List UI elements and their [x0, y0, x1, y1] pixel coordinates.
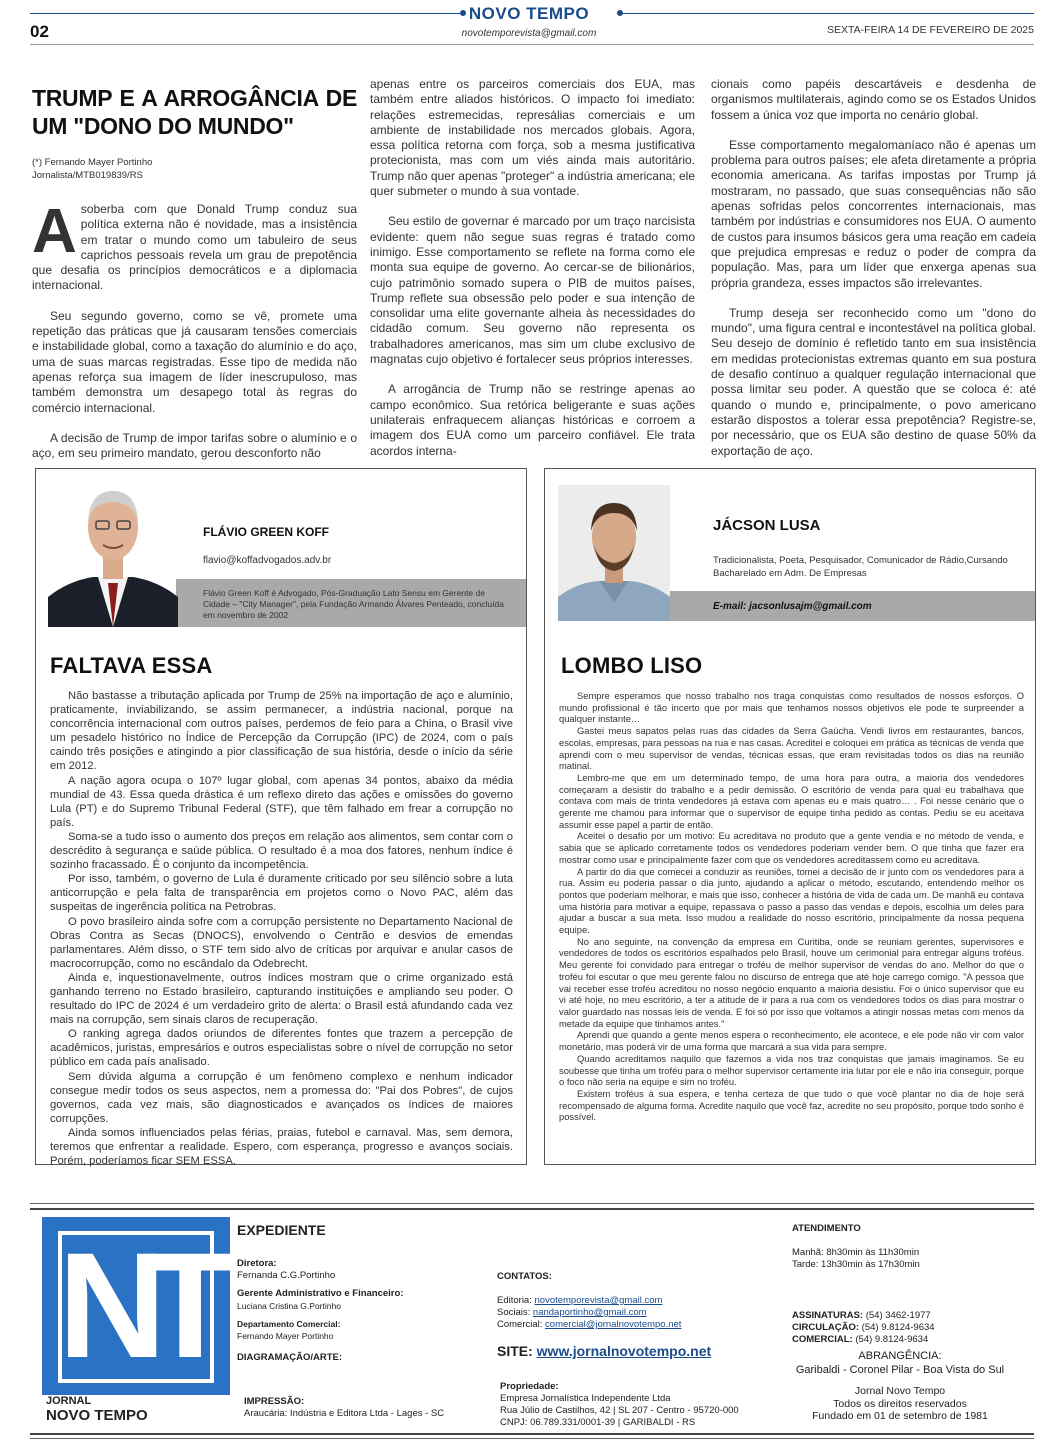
impressao-value: Araucária: Indústria e Editora Ltda - Lages - SC: [244, 1408, 445, 1419]
nt-logo-letters: NT: [58, 1221, 214, 1389]
header-divider: [30, 44, 1034, 45]
diretora-name: Fernanda C.G.Portinho: [237, 1270, 336, 1281]
depto-label: Departamento Comercial:: [237, 1319, 341, 1329]
column-box-lombo-liso: [544, 468, 1036, 1165]
article-paragraph: Esse comportamento megalomaníaco não é apenas um problema para outros países; ele afeta diretamente a própria economia americana. As tarifas impostas por Trump já mostraram, no passado, que suas consequências não são apenas sofridas pelos concorrentes internacionais, mas também por indústrias e consumidores nos EUA. O aumento de custos para insumos básicos gera uma reação em cadeia que prejudica empresas e reduz o poder de compra da população. Mas, para um líder que enxerga apenas sua própria grandeza, esses impactos são irrelevantes.: [711, 137, 1036, 290]
author-photo-koff: [48, 469, 178, 627]
abrangencia-value: Garibaldi - Coronel Pilar - Boa Vista do Sul: [795, 1364, 1005, 1376]
impressao-block: [244, 1396, 504, 1420]
column-paragraph: Lembro-me que em um determinado tempo, de uma hora para outra, a maioria dos vendedores começaram a desistir do trabalho e a pedir demissão. O escritório de venda para qual eu trabalhava que contava com mais de trinta vendedores já estava com apenas eu e mais quatro… . Foi nesse cenário que o gerente me chamou para informar que o supervisor de equipe tinha pedido as contas. Pediu se eu aceitava assumir esse papel a partir de então.: [559, 771, 1024, 830]
column-paragraph: Ainda somos influenciados pelas férias, praias, futebol e carnaval. Mas, sem demora, teremos que enfrentar a realidade. Espero, com esperança, progresso e avanços sociais. Porém, poderíamos ficar SEM ESSA.: [50, 1126, 513, 1168]
column-paragraph: Não bastasse a tributação aplicada por Trump de 25% na importação de aço e alumínio, praticamente, inviabilizando, se assim permanecer, a indústria nacional, porque na concorrência internacional com outros países, perdemos de feio para a China, o Brasil vive um pesadelo histórico no Índice de Percepção da Corrupção (IPC) de 2024, com o país caindo três posições e atingindo a pior classificação de sua história, desde o início da série em 2012.: [50, 690, 513, 773]
logo-line2: NOVO TEMPO: [46, 1407, 148, 1424]
issue-date: SEXTA-FEIRA 14 DE FEVEREIRO DE 2025: [827, 24, 1034, 36]
abrangencia-block: [780, 1349, 1020, 1377]
column-paragraph: Quando acreditamos naquilo que fazemos a vida nos traz conquistas que jamais imaginamos. Se eu soubesse que tinha um troféu para o melhor supervisor certamente iria lutar por ele e não iria conseguir, porque o foco não seria na equipe e sim no troféu.: [559, 1052, 1024, 1088]
masthead-email[interactable]: novotemporevista@gmail.com: [461, 28, 597, 39]
column-paragraph: Existem troféus à sua espera, e tenha certeza de que tudo o que você plantar no dia de hoje será recompensado de alguma forma. Acredite naquilo que você faz, acredite no seu propósito, porque todo sonho é possível.: [559, 1087, 1024, 1123]
column-author-bio: Flávio Green Koff é Advogado, Pós-Graduação Lato Sensu em Gerente de Cidade – "City Manager", pela Fundação Armando Álvares Penteado, concluída em novembro de 2002: [203, 588, 504, 620]
propriedade-address: Rua Júlio de Castilhos, 42 | SL 207 - Centro - 95720-000: [500, 1405, 739, 1416]
article-title: TRUMP E A ARROGÂNCIA DE UM "DONO DO MUNDO": [32, 85, 357, 139]
atendimento-label: ATENDIMENTO: [792, 1223, 861, 1234]
depto-name: Fernando Mayer Portinho: [237, 1331, 334, 1341]
editoria-label: Editoria:: [497, 1295, 532, 1306]
column-author: JÁCSON LUSA: [713, 517, 821, 534]
column-title: LOMBO LISO: [561, 653, 703, 678]
propriedade-company: Empresa Jornalística Independente Ltda: [500, 1393, 671, 1404]
column-paragraph: Soma-se a tudo isso o aumento dos preços em relação aos alimentos, sem contar com o descrédito à segurança e saúde pública. O resultado é a moa dos fatores, nenhum índice é sozinho fracassado. É o conjunto da incompetência.: [50, 830, 513, 872]
column-paragraph: A partir do dia que comecei a conduzir as reuniões, tomei a decisão de ir junto com os vendedores para a rua. Assim eu poderia passar o dia junto, ajudando a aplicar o método, escutando, entendendo melhor os pontos que poderiam melhorar, e mais que isso, conhecer a história de vida de cada um. De manhã eu contava uma história para motivar a equipe, repassava o passo a passo das vendas e depois, escolhia um deles para ajudar a buscar a sua meta. Isso mudou a realidade do nosso escritório, principalmente da nossa pequena equipe.: [559, 865, 1024, 936]
column-body: [50, 689, 513, 1168]
column-paragraph: Sem dúvida alguma a corrupção é um fenômeno complexo e nenhum indicador consegue medir todos os seus aspectos, nem a promessa do: "Pai dos Pobres", de cujos governos, cada vez mais, são diagnosticados e avançados os índices de maiores corrupções.: [50, 1070, 513, 1125]
expediente-block: [237, 1258, 487, 1364]
column-paragraph: Gastei meus sapatos pelas ruas das cidades da Serra Gaúcha. Vendi livros em restaurantes, bancos, escolas, empresas, para pessoas na rua e nas casas. Acreditei e coloquei em prática as técnicas de venda que aprendi com o meu supervisor de vendas, técnicas essas, que eram revisitadas todos os dias na reunião matinal.: [559, 725, 1024, 772]
column-paragraph: No ano seguinte, na convenção da empresa em Curitiba, onde se reuniam gerentes, supervisores e vendedores de todos os escritórios espalhados pelo Brasil, houve um cerimonial para entregar alguns troféus. Meu gerente foi convidado para entregar o troféu de melhor supervisor de vendas do ano. Melhor do que o troféu foi escutar o que meu gerente falou no discurso de entrega que até hoje carrego comigo. "A pessoa que vai receber esse troféu acreditou no nosso negócio enquanto a maioria desistiu. Foi o único supervisor que eu vi até hoje, no meu escritório, a ter a atitude de ir para a rua com os vendedores todos os dias para mostrar o valor guardado nas nossas leis de venda. E foi só por isso que voltamos a atingir nossas metas com menos da metade da equipe que tinhamos antes.": [559, 935, 1024, 1029]
article-paragraph: apenas entre os parceiros comerciais dos EUA, mas também entre aliados históricos. O impacto foi imediato: relações estremecidas, represálias comerciais e um ambiente de instabilidade nos mercados globais. Agora, essa política retorna com força, sob a mesma justificativa protecionista, mas com um viés ainda mais autoritário. Trump não quer apenas "proteger" a indústria americana; ele quer submeter o mundo à sua vontade.: [370, 77, 695, 199]
article-paragraph: cionais como papéis descartáveis e desdenha de organismos multilaterais, agindo como se os Estados Unidos fossem a única voz que importa no cenário global.: [711, 77, 1036, 122]
article-column-2: [370, 77, 695, 474]
diretora-label: Diretora:: [237, 1258, 277, 1269]
diagramacao-label: DIAGRAMAÇÃO/ARTE:: [237, 1352, 343, 1363]
article-paragraph: Trump deseja ser reconhecido como um "dono do mundo", uma figura central e incontestável na política global. Seu desejo de domínio é refletido tanto em sua insistência em medidas protecionistas extremas quanto em sua postura de desafio contínuo a qualquer regulação internacional que possa limitar seu poder. A questão que se coloca é: até quando o mundo e, principalmente, o povo americano estarão dispostos a tolerar essa prepotência? Registre-se, por necessário, que os EUA são destino de quase 50% da exportação de aço.: [711, 305, 1036, 458]
abrangencia-label: ABRANGÊNCIA:: [858, 1350, 942, 1362]
column-paragraph: Aceitei o desafio por um motivo: Eu acreditava no produto que a gente vendia e no método de venda, e sabia que se aplicado corretamente todos os vendedores poderiam vender bem. O que tinha que fazer era mostrar como usar e principalmente fazer com que os vendedores acreditassem como eu acreditava.: [559, 830, 1024, 865]
column-paragraph: Aprendi que quando a gente menos espera o reconhecimento, ele acontece, e ele pode não vir com valor monetário, mas poderá vir de uma forma que marcará a sua vida para sempre.: [559, 1029, 1024, 1053]
logo-line1: JORNAL: [46, 1395, 92, 1407]
article-byline: [32, 156, 357, 182]
atendimento-manha: Manhã: 8h30min às 11h30min: [792, 1247, 920, 1258]
comercial2-label: COMERCIAL:: [792, 1334, 853, 1345]
circulacao-label: CIRCULAÇÃO:: [792, 1322, 860, 1333]
circulacao-phone[interactable]: (54) 9.8124-9634: [861, 1322, 935, 1333]
column-paragraph: Por isso, também, o governo de Lula é duramente criticado por seu silêncio sobre a luta anticorrupção e pela falta de transparência em projetos como o Novo PAC, além das suspeitas de ingerência política na Petrobras.: [50, 873, 513, 914]
column-body: [559, 690, 1024, 1123]
credits-fundado: Fundado em 01 de setembro de 1981: [812, 1410, 988, 1422]
propriedade-block: [500, 1381, 790, 1429]
assinaturas-phone[interactable]: (54) 3462-1977: [865, 1310, 931, 1321]
article-paragraph: Seu estilo de governar é marcado por um traço narcisista evidente: quem não segue suas regras é tratado como inimigo. Esse comportamento se reflete na forma como ele monta sua equipe de governo. Ao cercar-se de bilionários, cujo patrimônio somado supera o PIB de muitos países, Trump reflete sua obsessão pelo poder e sua intenção de consolidar uma elite governante alheia às necessidades do cidadão comum. Seu governo não representa os trabalhadores americanos, mas sim um clube exclusivo de magnatas cujo objetivo é fortalecer seus próprios interesses.: [370, 214, 695, 367]
credits-direitos: Todos os direitos reservados: [833, 1397, 967, 1410]
author-photo-lusa: [558, 485, 670, 621]
credits-jornal: Jornal Novo Tempo: [854, 1385, 946, 1397]
gerente-name: Luciana Cristina G.Portinho: [237, 1301, 341, 1311]
impressao-label: IMPRESSÃO:: [244, 1396, 305, 1407]
article-paragraph: soberba com que Donald Trump conduz sua política externa não é novidade, mas a insistência em tratar o mundo como um tabuleiro de seus caprichos pessoais revela um grau de prepotência que desafia os princípios democráticos e a diplomacia internacional.: [32, 202, 357, 293]
column-author-bio: Tradicionalista, Poeta, Pesquisador, Comunicador de Rádio,Cursando Bacharelado em Adm. De Empresas: [713, 555, 1008, 579]
editoria-email-link[interactable]: novotemporevista@gmail.com: [534, 1295, 663, 1306]
column-author: FLÁVIO GREEN KOFF: [203, 525, 329, 539]
contatos-label: CONTATOS:: [497, 1271, 552, 1282]
byline-credential: Jornalista/MTB019839/RS: [32, 170, 143, 181]
propriedade-cnpj: CNPJ: 06.789.331/0001-39 | GARIBALDI - RS: [500, 1417, 696, 1428]
drop-cap: A: [32, 197, 77, 266]
assinaturas-label: ASSINATURAS:: [792, 1310, 864, 1321]
nt-logo: [42, 1217, 230, 1395]
footer-rule-bottom: [30, 1433, 1034, 1435]
column-paragraph: Ainda e, inquestionavelmente, outros índices mostram que o crime organizado está ganhando terreno no Estado brasileiro, capturando instituições e ampliando seu poder. O resultado do IPC de 2024 é um verdadeiro grito de alerta: o Brasil está afundando cada vez mais na corrupção, sem sinais claros de recuperação.: [50, 971, 513, 1027]
credits-block: [790, 1385, 1010, 1423]
expediente-title: EXPEDIENTE: [237, 1222, 326, 1238]
masthead-logo[interactable]: NOVO TEMPO: [468, 4, 590, 23]
atendimento-block: [792, 1223, 1012, 1271]
byline-author: (*) Fernando Mayer Portinho: [32, 157, 153, 168]
site-label: SITE:: [497, 1343, 533, 1359]
column-paragraph: O ranking agrega dados oriundos de diferentes fontes que trazem a percepção de acadêmicos, juristas, empresários e outros especialistas sobre o nível de corrupção no setor público em cada país analisado.: [50, 1028, 513, 1069]
comercial2-phone[interactable]: (54) 9.8124-9634: [855, 1334, 929, 1345]
sociais-email-link[interactable]: nandaportinho@gmail.com: [532, 1307, 647, 1318]
propriedade-label: Propriedade:: [500, 1381, 559, 1392]
column-title: FALTAVA ESSA: [50, 653, 213, 678]
column-author-email[interactable]: E-mail: jacsonlusajm@gmail.com: [713, 601, 872, 612]
footer-rule-top: [30, 1203, 1034, 1204]
atendimento-tarde: Tarde: 13h30min às 17h30min: [792, 1259, 920, 1270]
footer-rule-bottom-2: [30, 1438, 1034, 1439]
nt-logo-caption: [42, 1395, 230, 1430]
column-paragraph: O povo brasileiro ainda sofre com a corrupção persistente no Departamento Nacional de Obras Contra as Secas (DNOCS), envolvendo o Centrão e desvios de emendas parlamentares. Além disso, o STF tem sido alvo de críticas por arquivar e anular casos de macrocorrupção, como no escândalo da Odebrecht.: [50, 915, 513, 970]
comercial-email-link[interactable]: comercial@jornalnovotempo.net: [545, 1319, 682, 1330]
article-paragraph: A decisão de Trump de impor tarifas sobre o alumínio e o aço, em seu primeiro mandato, gerou desconforto não: [32, 430, 357, 461]
comercial-label: Comercial:: [497, 1319, 543, 1330]
gerente-label: Gerente Administrativo e Financeiro:: [237, 1288, 404, 1299]
telefones-block: [792, 1310, 1022, 1346]
article-column-3: [711, 77, 1036, 474]
column-paragraph: Sempre esperamos que nosso trabalho nos traga conquistas como resultados de nossos esforços. O mundo profissional é tão incerto que por mais que tenhamos nossos objetivos ele pode te surpreender a qualquer instante…: [559, 690, 1024, 725]
column-box-faltava-essa: [35, 468, 527, 1168]
contatos-block: [497, 1271, 777, 1331]
column-author-email[interactable]: flavio@koffadvogados.adv.br: [203, 555, 332, 566]
site-link[interactable]: www.jornalnovotempo.net: [536, 1343, 712, 1359]
page-header: [0, 0, 1058, 44]
footer-rule-top-2: [30, 1208, 1034, 1210]
site-block: [497, 1345, 711, 1357]
page-number: 02: [30, 22, 49, 41]
column-paragraph: A nação agora ocupa o 107º lugar global, com apenas 34 pontos, abaixo da média mundial de 43. Essa queda drástica é um reflexo direto das ações e omissões do governo Lula (PT) e do Supremo Tribunal Federal (STF), que têm falhado em frear a corrupção no país.: [50, 774, 513, 829]
article-paragraph: A arrogância de Trump não se restringe apenas ao campo econômico. Sua retórica beligerante e suas ações unilaterais enfraquecem alianças históricas e corroem a imagem dos EUA como um parceiro confiável. Ele trata acordos interna-: [370, 382, 695, 458]
article-column-1: [32, 84, 357, 476]
sociais-label: Sociais:: [497, 1307, 531, 1318]
article-paragraph: Seu segundo governo, como se vê, promete uma repetição das práticas que já causaram tensões comerciais e instabilidade global, como a taxação do alumínio e do aço, uma de suas marcas registradas. Esse tipo de medida não apenas reforça sua imagem de líder inescrupuloso, mas também demonstra um desapego total às regras do comércio internacional.: [32, 308, 357, 415]
